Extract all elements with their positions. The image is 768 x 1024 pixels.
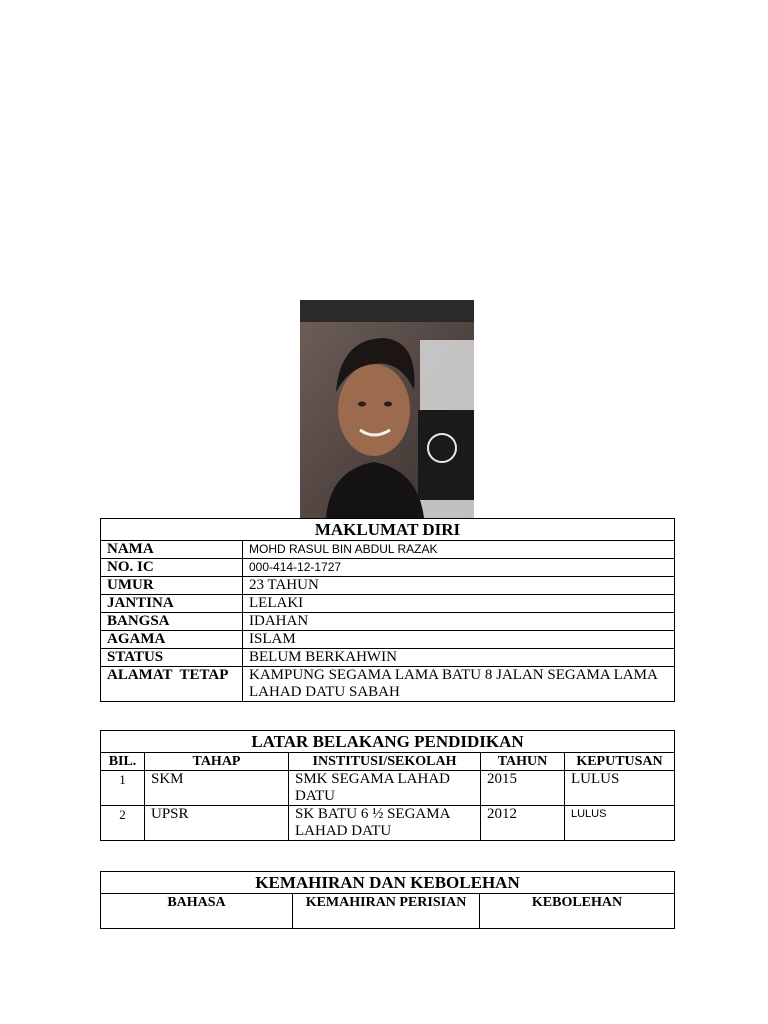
header-tahun: TAHUN — [481, 753, 565, 771]
table-row — [101, 577, 675, 595]
agama-label: AGAMA — [101, 631, 243, 649]
jantina-label: JANTINA — [101, 595, 243, 613]
row-tahun: 2015 — [481, 771, 565, 806]
no-ic-label: NO. IC — [101, 559, 243, 577]
umur-value: 23 TAHUN — [243, 577, 675, 595]
header-keputusan: KEPUTUSAN — [565, 753, 675, 771]
table-row — [101, 806, 675, 841]
header-bil: BIL. — [101, 753, 145, 771]
umur-label: UMUR — [101, 577, 243, 595]
kemahiran-title: KEMAHIRAN DAN KEBOLEHAN — [101, 872, 675, 894]
agama-value: ISLAM — [243, 631, 675, 649]
row-bil: 2 — [101, 806, 145, 841]
table-row — [101, 649, 675, 667]
bangsa-value: IDAHAN — [243, 613, 675, 631]
header-kebolehan: KEBOLEHAN — [480, 894, 675, 929]
table-row — [101, 771, 675, 806]
portrait-icon — [300, 300, 474, 518]
nama-label: NAMA — [101, 541, 243, 559]
table-header-row — [101, 753, 675, 771]
no-ic-value: 000-414-12-1727 — [243, 559, 675, 577]
header-bahasa: BAHASA — [101, 894, 293, 929]
alamat-label: ALAMAT TETAP — [101, 667, 243, 702]
pendidikan-table — [100, 730, 675, 841]
row-keputusan: LULUS — [565, 806, 675, 841]
table-row — [101, 667, 675, 702]
table-header-row — [101, 894, 675, 929]
row-tahap: SKM — [145, 771, 289, 806]
table-row — [101, 541, 675, 559]
row-bil: 1 — [101, 771, 145, 806]
header-institusi: INSTITUSI/SEKOLAH — [289, 753, 481, 771]
row-keputusan: LULUS — [565, 771, 675, 806]
pendidikan-title: LATAR BELAKANG PENDIDIKAN — [101, 731, 675, 753]
portrait-photo — [300, 300, 474, 518]
header-kemahiran-perisian: KEMAHIRAN PERISIAN — [293, 894, 480, 929]
bangsa-label: BANGSA — [101, 613, 243, 631]
row-institusi: SMK SEGAMA LAHAD DATU — [289, 771, 481, 806]
status-value: BELUM BERKAHWIN — [243, 649, 675, 667]
row-institusi: SK BATU 6 ½ SEGAMA LAHAD DATU — [289, 806, 481, 841]
row-tahap: UPSR — [145, 806, 289, 841]
table-row — [101, 631, 675, 649]
table-row — [101, 613, 675, 631]
table-row — [101, 559, 675, 577]
header-tahap: TAHAP — [145, 753, 289, 771]
maklumat-diri-title: MAKLUMAT DIRI — [101, 519, 675, 541]
maklumat-diri-table — [100, 518, 675, 702]
table-row — [101, 595, 675, 613]
jantina-value: LELAKI — [243, 595, 675, 613]
alamat-value: KAMPUNG SEGAMA LAMA BATU 8 JALAN SEGAMA LAMA LAHAD DATU SABAH — [243, 667, 675, 702]
nama-value: MOHD RASUL BIN ABDUL RAZAK — [243, 541, 675, 559]
kemahiran-table — [100, 871, 675, 929]
status-label: STATUS — [101, 649, 243, 667]
row-tahun: 2012 — [481, 806, 565, 841]
